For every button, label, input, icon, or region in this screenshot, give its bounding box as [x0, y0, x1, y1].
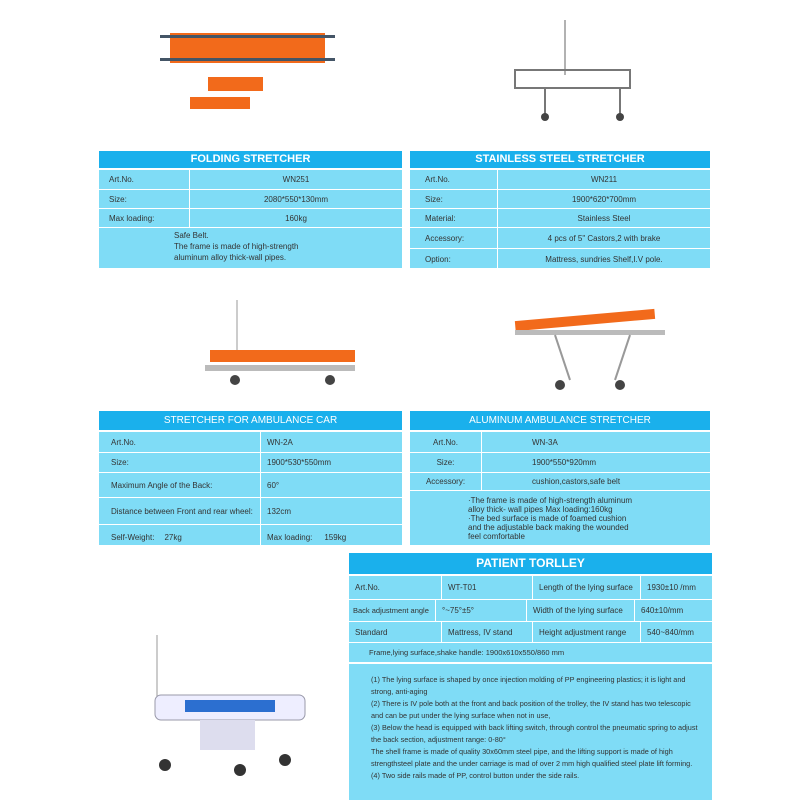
spec-value: 1900*550*920mm [532, 458, 597, 467]
desc-line: ·The frame is made of high-strength aluminum [468, 496, 633, 505]
desc-line: and the adjustable back making the wounded [468, 523, 629, 532]
spec-label: Art.No. [99, 170, 190, 189]
spec-value: WN251 [282, 175, 310, 184]
desc-line: (4) Two side rails made of PP, control button under the side rails. [371, 771, 580, 780]
table-title: PATIENT TORLLEY [349, 553, 712, 576]
aluminum-stretcher-image [510, 305, 670, 395]
spec-label: Accessory: [410, 228, 498, 248]
table-title: ALUMINUM AMBULANCE STRETCHER [410, 411, 710, 432]
ambulance-car-stretcher-table [99, 411, 402, 545]
desc-line: (1) The lying surface is shaped by once injection molding of PP engineering plastics; it is light and strong, anti-aging [371, 675, 686, 696]
table-row [410, 228, 710, 249]
spec-value: WN-2A [267, 437, 293, 447]
spec-value: Mattress, sundries Shelf,I.V pole. [545, 254, 663, 264]
stainless-stretcher-image [510, 15, 635, 125]
table-row [99, 453, 402, 473]
desc-line: The frame is made of high-strength [174, 242, 299, 251]
table-row [410, 190, 710, 209]
table-row [99, 209, 402, 228]
spec-label: Art.No. [99, 432, 261, 452]
spec-value: 4 pcs of 5" Castors,2 with brake [547, 233, 661, 243]
spec-label: Self-Weight: [111, 532, 155, 542]
spec-value: WN211 [590, 175, 618, 184]
spec-label: Max loading: [99, 209, 190, 227]
table-row [410, 249, 710, 269]
spec-label: Standard [349, 622, 442, 642]
description [99, 228, 402, 263]
folding-stretcher-image [160, 25, 340, 115]
table-title: FOLDING STRETCHER [99, 151, 402, 170]
spec-label: Height adjustment range [533, 622, 641, 642]
spec-label: Distance between Front and rear wheel: [99, 498, 261, 524]
description [349, 664, 712, 782]
table-row [99, 473, 402, 498]
aluminum-stretcher-table [410, 411, 710, 545]
spec-value: 2080*550*130mm [263, 194, 329, 204]
spec-label: Size: [99, 453, 261, 472]
spec-label: Length of the lying surface [533, 576, 641, 599]
frame-dimensions: Frame,lying surface,shake handle: 1900x610x550/860 mm [369, 648, 565, 657]
spec-label: Size: [410, 453, 482, 472]
desc-line: ·The bed surface is made of foamed cushion [468, 514, 627, 523]
spec-label: Back adjustment angle [349, 600, 436, 621]
table-row [410, 473, 710, 491]
spec-label: Size: [410, 190, 498, 208]
spec-value: cushion,castors,safe belt [532, 477, 621, 486]
desc-line: Safe Belt. [174, 231, 209, 240]
spec-label: Max loading: [267, 532, 313, 542]
desc-line: (3) Below the head is equipped with back lifting switch, through control the pneumatic spring to adjust the back section, adjustment range: 0-80° [371, 723, 698, 744]
ambulance-car-stretcher-image [195, 295, 365, 390]
max-loading-cell [261, 525, 402, 549]
spec-value: 159kg [324, 532, 347, 542]
desc-line: aluminum alloy thick-wall pipes. [174, 253, 287, 262]
spec-value: Mattress, IV stand [442, 622, 533, 642]
stainless-stretcher-table [410, 151, 710, 268]
spec-value: 640±10/mm [641, 606, 684, 615]
table-row [99, 170, 402, 190]
desc-line: (2) There is IV pole both at the front and back position of the trolley, the IV stand has two telescopic and can be put under the lying surface when not in use, [371, 699, 691, 720]
spec-value: 1900*530*550mm [267, 458, 332, 467]
table-row [410, 209, 710, 228]
spec-value: 540~840/mm [647, 627, 694, 637]
table-row [99, 190, 402, 209]
table-row [99, 498, 402, 525]
spec-label: Art.No. [349, 576, 442, 599]
desc-line: alloy thick- wall pipes Max loading:160kg [468, 505, 613, 514]
table-title: STAINLESS STEEL STRETCHER [410, 151, 710, 170]
spec-value: °~75°±5° [436, 600, 527, 621]
spec-value: 27kg [164, 532, 182, 542]
spec-label: Width of the lying surface [527, 600, 635, 621]
spec-value: 60° [267, 480, 280, 490]
spec-label: Art.No. [410, 170, 498, 189]
table-row [349, 600, 712, 622]
spec-value: 132cm [267, 506, 292, 516]
spec-value: Stainless Steel [577, 213, 631, 223]
spec-label: Material: [410, 209, 498, 227]
patient-trolley-image [145, 630, 325, 780]
table-row [349, 643, 712, 664]
table-row [349, 622, 712, 643]
table-row [349, 576, 712, 600]
spec-value: WN-3A [532, 437, 558, 447]
spec-label: Size: [99, 190, 190, 208]
folding-stretcher-table [99, 151, 402, 268]
table-row [99, 432, 402, 453]
spec-label: Art.No. [410, 432, 482, 452]
description [410, 491, 710, 541]
spec-label: Option: [410, 249, 498, 269]
spec-value: WT-T01 [442, 576, 533, 599]
spec-value: 1900*620*700mm [571, 194, 637, 204]
patient-trolley-table [349, 553, 712, 800]
table-row [410, 432, 710, 453]
table-row [410, 170, 710, 190]
table-row [99, 525, 402, 549]
self-weight-cell [99, 525, 261, 549]
table-row [410, 453, 710, 473]
spec-label: Maximum Angle of the Back: [99, 473, 261, 497]
desc-line: The shell frame is made of quality 30x60mm steel pipe, and the lifting support is made of high strengthsteel plate and the under carriage is mad of over 2 mm high qualified steel plate lift forming. [371, 747, 693, 768]
spec-value: 160kg [285, 213, 307, 223]
spec-label: Accessory: [410, 473, 482, 490]
spec-value: 1930±10 /mm [647, 583, 696, 592]
table-title: STRETCHER FOR AMBULANCE CAR [99, 411, 402, 432]
desc-line: feel comfortable [468, 532, 525, 541]
